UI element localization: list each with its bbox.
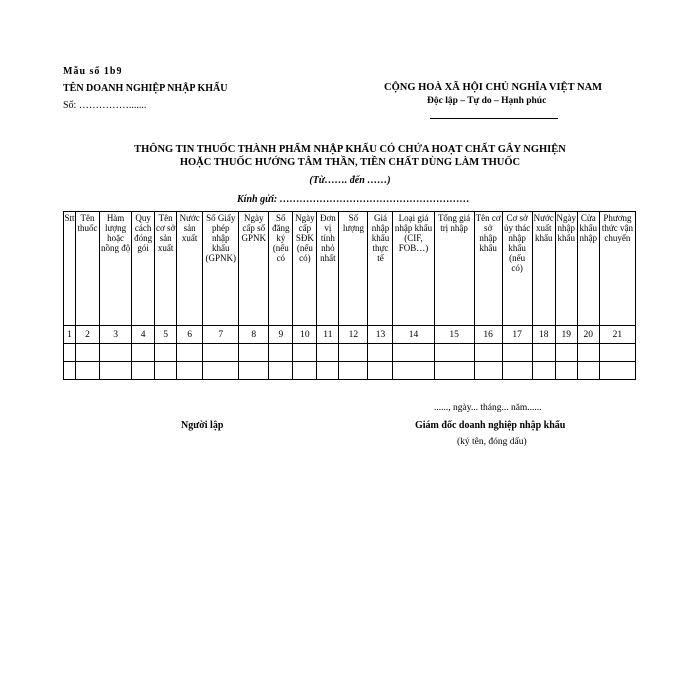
table-cell[interactable] [132,362,155,380]
column-number: 10 [293,326,317,344]
table-cell[interactable] [64,362,76,380]
table-cell[interactable] [555,344,577,362]
column-header: Nước xuất khẩu [532,212,555,326]
table-cell[interactable] [577,362,599,380]
import-info-table [63,211,636,380]
column-header: Ngày cấp SĐK (nếu có) [293,212,317,326]
table-cell[interactable] [317,344,339,362]
column-number: 17 [502,326,532,344]
column-number: 8 [239,326,269,344]
table-cell[interactable] [155,344,177,362]
table-cell[interactable] [339,344,368,362]
column-header: Số Giấy phép nhập khẩu (GPNK) [203,212,239,326]
director-label: Giám đốc doanh nghiệp nhập khẩu [415,420,566,431]
table-cell[interactable] [177,344,203,362]
recipient-line: Kính gửi: ………………………………………………… [237,194,470,205]
table-cell[interactable] [269,362,293,380]
column-header: Quy cách đóng gói [132,212,155,326]
column-header: Nước sản xuất [177,212,203,326]
column-header: Tổng giá trị nhập [434,212,474,326]
column-number-row [64,326,636,344]
table-cell[interactable] [434,344,474,362]
table-cell[interactable] [100,344,132,362]
column-number: 18 [532,326,555,344]
column-header: Tên thuốc [76,212,100,326]
column-header: Cơ sở ủy thác nhập khẩu (nếu có) [502,212,532,326]
column-header: Số đăng ký (nếu có [269,212,293,326]
column-number: 19 [555,326,577,344]
column-number: 20 [577,326,599,344]
motto: Độc lập – Tự do – Hạnh phúc [427,96,547,106]
table-cell[interactable] [155,362,177,380]
table-cell[interactable] [368,344,393,362]
table-cell[interactable] [269,344,293,362]
column-number: 3 [100,326,132,344]
table-row [64,362,636,380]
table-cell[interactable] [599,362,635,380]
column-number: 2 [76,326,100,344]
column-number: 4 [132,326,155,344]
table-cell[interactable] [339,362,368,380]
column-header: Cửa khẩu nhập [577,212,599,326]
table-cell[interactable] [532,344,555,362]
column-number: 7 [203,326,239,344]
table-cell[interactable] [393,362,434,380]
table-header-row [64,212,636,326]
column-number: 11 [317,326,339,344]
table-cell[interactable] [434,362,474,380]
column-number: 5 [155,326,177,344]
motto-underline [430,118,558,119]
column-header: Tên cơ sở sản xuất [155,212,177,326]
column-number: 21 [599,326,635,344]
document-number: Số: ……………....... [63,100,147,111]
preparer-label: Người lập [181,420,224,431]
column-number: 15 [434,326,474,344]
company-name: TÊN DOANH NGHIỆP NHẬP KHẨU [63,83,228,94]
column-header: Đơn vị tính nhỏ nhất [317,212,339,326]
table-cell[interactable] [293,362,317,380]
column-header: Ngày nhập khẩu [555,212,577,326]
table-cell[interactable] [555,362,577,380]
table-cell[interactable] [532,362,555,380]
table-cell[interactable] [239,362,269,380]
column-header: Loại giá nhập khẩu (CIF, FOB…) [393,212,434,326]
table-row [64,344,636,362]
table-cell[interactable] [393,344,434,362]
column-number: 9 [269,326,293,344]
column-header: Số lượng [339,212,368,326]
column-number: 6 [177,326,203,344]
table-cell[interactable] [599,344,635,362]
signature-note: (ký tên, đóng dấu) [457,437,527,447]
column-header: Hàm lượng hoặc nồng độ [100,212,132,326]
column-header: Phương thức vận chuyển [599,212,635,326]
table-cell[interactable] [203,362,239,380]
column-number: 14 [393,326,434,344]
table-cell[interactable] [203,344,239,362]
table-cell[interactable] [502,344,532,362]
country-heading: CỘNG HOÀ XÃ HỘI CHỦ NGHĨA VIỆT NAM [384,82,603,93]
table-cell[interactable] [239,344,269,362]
column-header: Giá nhập khẩu thực tế [368,212,393,326]
document-title-line-1: THÔNG TIN THUỐC THÀNH PHẨM NHẬP KHẨU CÓ CHỨA HOẠT CHẤT GÂY NGHIỆN [134,144,566,155]
table-cell[interactable] [474,344,502,362]
document-title-line-2: HOẶC THUỐC HƯỚNG TÂM THẦN, TIỀN CHẤT DÙNG LÀM THUỐC [179,157,521,168]
column-header: Tên cơ sở nhập khẩu [474,212,502,326]
table-cell[interactable] [76,362,100,380]
table-cell[interactable] [64,344,76,362]
column-number: 1 [64,326,76,344]
table-cell[interactable] [132,344,155,362]
table-cell[interactable] [177,362,203,380]
table-cell[interactable] [502,362,532,380]
column-number: 16 [474,326,502,344]
date-line: ......, ngày... tháng... năm...... [434,403,542,413]
table-cell[interactable] [368,362,393,380]
table-cell[interactable] [76,344,100,362]
table-cell[interactable] [474,362,502,380]
reporting-period: (Từ……. đến ……) [309,175,391,186]
column-header: Stt [64,212,76,326]
table-cell[interactable] [577,344,599,362]
column-header: Ngày cấp số GPNK [239,212,269,326]
table-cell[interactable] [100,362,132,380]
column-number: 12 [339,326,368,344]
column-number: 13 [368,326,393,344]
form-code: Mẫu số 1b9 [63,66,123,77]
table-cell[interactable] [293,344,317,362]
table-cell[interactable] [317,362,339,380]
